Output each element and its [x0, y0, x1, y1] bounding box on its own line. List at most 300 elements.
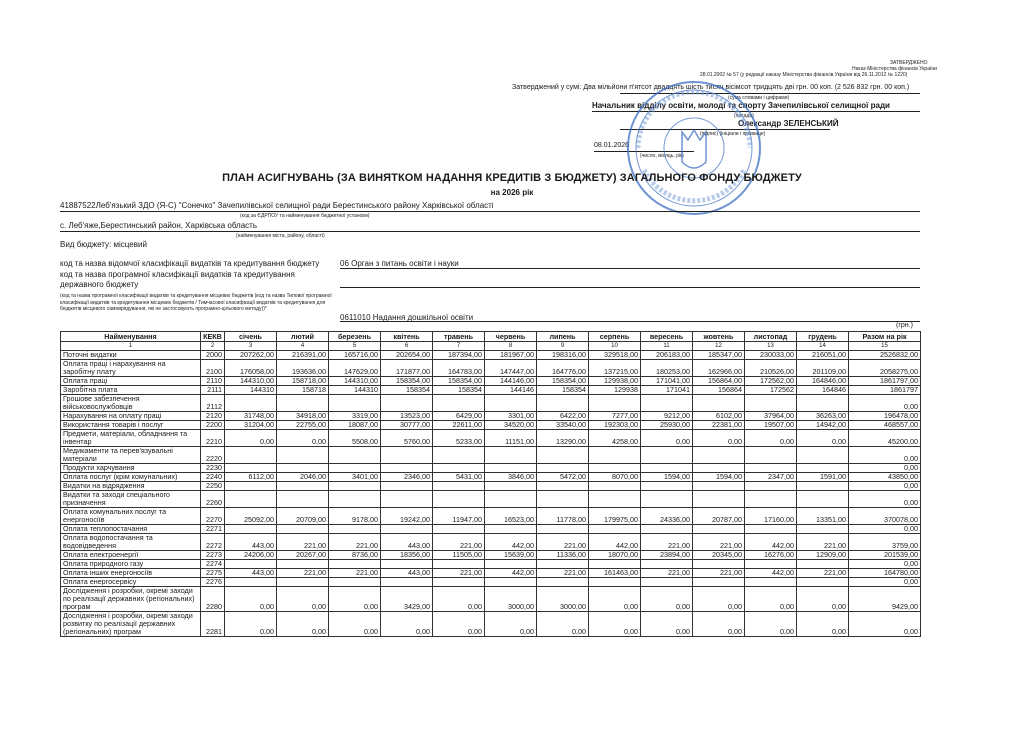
amount-cell: 0,00	[797, 430, 849, 447]
amount-cell: 4258,00	[589, 430, 641, 447]
amount-cell: 180253,00	[641, 360, 693, 377]
table-row	[61, 360, 921, 377]
amount-cell	[485, 482, 537, 491]
amount-cell: 443,00	[381, 569, 433, 578]
column-header: листопад	[745, 332, 797, 342]
amount-cell: 158354,00	[537, 377, 589, 386]
amount-cell: 442,00	[485, 534, 537, 551]
amount-cell	[797, 525, 849, 534]
column-header: квітень	[381, 332, 433, 342]
amount-cell: 221,00	[537, 569, 589, 578]
amount-cell: 5508,00	[329, 430, 381, 447]
row-name: Оплата теплопостачання	[61, 525, 201, 534]
amount-cell: 201539,00	[849, 551, 921, 560]
amount-cell: 0,00	[485, 612, 537, 637]
amount-cell: 23894,00	[641, 551, 693, 560]
table-row	[61, 587, 921, 612]
amount-cell: 216051,00	[797, 351, 849, 360]
amount-cell: 187394,00	[433, 351, 485, 360]
amount-cell: 9429,00	[849, 587, 921, 612]
amount-cell: 0,00	[693, 612, 745, 637]
amount-cell	[693, 482, 745, 491]
amount-cell	[225, 578, 277, 587]
amount-cell	[589, 447, 641, 464]
dept-classification-value: 06 Орган з питань освіти і науки	[340, 259, 459, 268]
row-name: Оплата енергосервісу	[61, 578, 201, 587]
amount-cell: 3301,00	[485, 412, 537, 421]
amount-cell: 7277,00	[589, 412, 641, 421]
amount-cell: 201109,00	[797, 360, 849, 377]
row-name: Оплата комунальних послуг та енергоносіїв	[61, 508, 201, 525]
amount-cell: 172562,00	[745, 377, 797, 386]
kekv-code: 2200	[201, 421, 225, 430]
row-name: Використання товарів і послуг	[61, 421, 201, 430]
amount-cell	[641, 447, 693, 464]
amount-cell: 156864	[693, 386, 745, 395]
amount-cell: 6422,00	[537, 412, 589, 421]
amount-cell: 20345,00	[693, 551, 745, 560]
table-row	[61, 386, 921, 395]
amount-cell: 442,00	[485, 569, 537, 578]
amount-cell: 137215,00	[589, 360, 641, 377]
amount-cell: 45200,00	[849, 430, 921, 447]
amount-cell: 6112,00	[225, 473, 277, 482]
amount-cell: 6102,00	[693, 412, 745, 421]
amount-cell	[693, 395, 745, 412]
row-name: Оплата електроенергії	[61, 551, 201, 560]
amount-cell: 3846,00	[485, 473, 537, 482]
amount-cell: 221,00	[797, 534, 849, 551]
row-name: Оплата природного газу	[61, 560, 201, 569]
dept-classification-label: код та назва відомчої класифікації видатків та кредитування бюджету	[60, 259, 320, 268]
amount-cell: 0,00	[225, 430, 277, 447]
amount-cell: 158718	[277, 386, 329, 395]
amount-cell: 6429,00	[433, 412, 485, 421]
amount-cell	[537, 525, 589, 534]
amount-cell: 230033,00	[745, 351, 797, 360]
local-classification-value: 0611010 Надання дошкільної освіти	[340, 313, 474, 322]
row-name: Видатки та заходи спеціального призначення	[61, 491, 201, 508]
amount-cell: 31204,00	[225, 421, 277, 430]
amount-cell: 0,00	[641, 587, 693, 612]
amount-cell: 13290,00	[537, 430, 589, 447]
table-row	[61, 569, 921, 578]
amount-cell	[797, 464, 849, 473]
institution-caption: (код за ЄДРПОУ та найменування бюджетної установи)	[240, 213, 370, 219]
amount-cell: 1594,00	[693, 473, 745, 482]
amount-cell	[485, 447, 537, 464]
amount-cell	[589, 482, 641, 491]
appropriations-table	[60, 331, 921, 637]
column-header: лютий	[277, 332, 329, 342]
amount-cell: 0,00	[537, 612, 589, 637]
amount-cell: 144310,00	[329, 377, 381, 386]
row-name: Медикаменти та перев'язувальні матеріали	[61, 447, 201, 464]
amount-cell: 43850,00	[849, 473, 921, 482]
kekv-code: 2111	[201, 386, 225, 395]
column-index: 4	[277, 342, 329, 351]
amount-cell: 22381,00	[693, 421, 745, 430]
row-name: Видатки на відрядження	[61, 482, 201, 491]
row-name: Поточні видатки	[61, 351, 201, 360]
amount-cell: 36263,00	[797, 412, 849, 421]
amount-cell: 0,00	[277, 612, 329, 637]
amount-cell: 221,00	[693, 534, 745, 551]
amount-cell: 179975,00	[589, 508, 641, 525]
amount-cell: 129938,00	[589, 377, 641, 386]
amount-cell	[693, 447, 745, 464]
amount-cell: 0,00	[433, 587, 485, 612]
amount-cell: 34918,00	[277, 412, 329, 421]
round-seal-stamp	[624, 78, 764, 218]
table-row	[61, 430, 921, 447]
amount-cell: 0,00	[693, 587, 745, 612]
approved-word: ЗАТВЕРДЖЕНО	[890, 60, 928, 66]
amount-cell: 144310	[329, 386, 381, 395]
amount-cell: 3000,00	[485, 587, 537, 612]
amount-cell	[745, 482, 797, 491]
amount-cell: 221,00	[693, 569, 745, 578]
amount-cell	[537, 395, 589, 412]
table-row	[61, 612, 921, 637]
amount-cell	[329, 482, 381, 491]
amount-cell	[693, 560, 745, 569]
column-header: вересень	[641, 332, 693, 342]
document-title: ПЛАН АСИГНУВАНЬ (ЗА ВИНЯТКОМ НАДАННЯ КРЕДИТІВ З БЮДЖЕТУ) ЗАГАЛЬНОГО ФОНДУ БЮДЖЕТУ	[222, 172, 802, 184]
amount-cell	[381, 560, 433, 569]
amount-cell: 221,00	[329, 569, 381, 578]
amount-cell: 221,00	[277, 569, 329, 578]
table-index-row	[61, 342, 921, 351]
amount-cell	[381, 447, 433, 464]
amount-cell: 2347,00	[745, 473, 797, 482]
amount-cell	[641, 491, 693, 508]
column-header: березень	[329, 332, 381, 342]
amount-cell: 164846,00	[797, 377, 849, 386]
amount-cell	[537, 482, 589, 491]
column-index: 13	[745, 342, 797, 351]
amount-cell: 30777,00	[381, 421, 433, 430]
row-name: Продукти харчування	[61, 464, 201, 473]
amount-cell: 171041	[641, 386, 693, 395]
table-row	[61, 578, 921, 587]
amount-cell	[641, 482, 693, 491]
amount-cell: 176058,00	[225, 360, 277, 377]
amount-cell: 158354	[381, 386, 433, 395]
amount-cell: 206183,00	[641, 351, 693, 360]
amount-cell: 33540,00	[537, 421, 589, 430]
order-reference: 28.01.2002 № 57 (у редакції наказу Міністерства фінансів України від 26.11.2012 № 1220)	[700, 72, 908, 78]
amount-cell: 193636,00	[277, 360, 329, 377]
amount-cell: 22755,00	[277, 421, 329, 430]
amount-cell: 0,00	[277, 430, 329, 447]
unit-label: (грн.)	[896, 322, 913, 329]
amount-cell: 443,00	[381, 534, 433, 551]
amount-cell: 13351,00	[797, 508, 849, 525]
amount-cell: 329518,00	[589, 351, 641, 360]
amount-cell: 0,00	[329, 587, 381, 612]
amount-cell: 1861797,00	[849, 377, 921, 386]
kekv-code: 2250	[201, 482, 225, 491]
row-name: Оплата праці і нарахування на заробітну плату	[61, 360, 201, 377]
kekv-code: 2120	[201, 412, 225, 421]
amount-cell	[329, 395, 381, 412]
amount-cell	[745, 491, 797, 508]
column-header: травень	[433, 332, 485, 342]
amount-cell	[745, 560, 797, 569]
row-name: Дослідження і розробки, окремі заходи розвитку по реалізації державних (регіональних) програм	[61, 612, 201, 637]
amount-cell: 192303,00	[589, 421, 641, 430]
amount-cell	[381, 491, 433, 508]
amount-cell	[745, 395, 797, 412]
column-header: червень	[485, 332, 537, 342]
amount-cell	[745, 578, 797, 587]
amount-cell: 129938	[589, 386, 641, 395]
amount-cell: 5760,00	[381, 430, 433, 447]
column-header: грудень	[797, 332, 849, 342]
amount-cell	[433, 578, 485, 587]
column-header: липень	[537, 332, 589, 342]
amount-cell: 0,00	[225, 612, 277, 637]
amount-cell: 11778,00	[537, 508, 589, 525]
amount-cell	[485, 578, 537, 587]
amount-cell: 370078,00	[849, 508, 921, 525]
amount-cell: 0,00	[797, 612, 849, 637]
amount-cell: 11151,00	[485, 430, 537, 447]
amount-cell: 221,00	[329, 534, 381, 551]
amount-cell: 13523,00	[381, 412, 433, 421]
amount-cell: 9212,00	[641, 412, 693, 421]
row-name: Оплата інших енергоносіїв	[61, 569, 201, 578]
amount-cell: 210526,00	[745, 360, 797, 377]
amount-cell: 8736,00	[329, 551, 381, 560]
approval-date: 08.01.2026	[594, 142, 630, 149]
kekv-code: 2271	[201, 525, 225, 534]
amount-cell: 16523,00	[485, 508, 537, 525]
amount-cell: 2046,00	[277, 473, 329, 482]
kekv-code: 2273	[201, 551, 225, 560]
amount-cell: 221,00	[641, 534, 693, 551]
amount-cell	[225, 464, 277, 473]
amount-cell	[797, 560, 849, 569]
amount-cell: 185347,00	[693, 351, 745, 360]
amount-cell: 2346,00	[381, 473, 433, 482]
amount-cell: 0,00	[641, 430, 693, 447]
kekv-code: 2281	[201, 612, 225, 637]
row-name: Предмети, матеріали, обладнання та інвентар	[61, 430, 201, 447]
table-row	[61, 412, 921, 421]
amount-cell: 442,00	[745, 569, 797, 578]
amount-cell: 158354	[433, 386, 485, 395]
program-classification-label: код та назва програмної класифікації видатків та кредитування державного бюджету	[60, 270, 295, 289]
table-row	[61, 560, 921, 569]
amount-cell: 15639,00	[485, 551, 537, 560]
column-header: серпень	[589, 332, 641, 342]
kekv-code: 2210	[201, 430, 225, 447]
amount-cell: 144310,00	[225, 377, 277, 386]
table-row	[61, 447, 921, 464]
amount-cell: 442,00	[745, 534, 797, 551]
amount-cell	[537, 491, 589, 508]
kekv-code: 2230	[201, 464, 225, 473]
amount-cell	[433, 482, 485, 491]
kekv-code: 2275	[201, 569, 225, 578]
amount-cell	[485, 525, 537, 534]
amount-cell: 25092,00	[225, 508, 277, 525]
amount-cell: 3401,00	[329, 473, 381, 482]
amount-cell: 34520,00	[485, 421, 537, 430]
amount-cell	[641, 464, 693, 473]
amount-cell	[433, 464, 485, 473]
amount-cell	[537, 560, 589, 569]
amount-cell: 18356,00	[381, 551, 433, 560]
amount-cell: 20787,00	[693, 508, 745, 525]
locality: с. Леб'яже,Берестинський район, Харківська область	[60, 221, 257, 230]
amount-cell: 19242,00	[381, 508, 433, 525]
amount-cell	[381, 464, 433, 473]
date-caption: (число, місяць, рік)	[640, 153, 684, 159]
amount-cell	[641, 560, 693, 569]
column-header: КЕКВ	[201, 332, 225, 342]
amount-cell: 164783,00	[433, 360, 485, 377]
amount-cell	[225, 447, 277, 464]
table-row	[61, 525, 921, 534]
row-name: Заробітна плата	[61, 386, 201, 395]
amount-cell: 2058275,00	[849, 360, 921, 377]
amount-cell	[225, 491, 277, 508]
amount-cell	[277, 447, 329, 464]
amount-cell	[329, 464, 381, 473]
column-header: січень	[225, 332, 277, 342]
amount-cell	[329, 447, 381, 464]
local-classification-label: (код та назва програмної класифікації видатків та кредитування місцевих бюджетів (код та назва Типової програмної класифікації видатків та кредитування місцевих бюджетів / Тимчасової класифікації видатків та кредитування для бюджетів місцевого самоврядування, які не застосовують програмно-цільового методу))*	[60, 293, 332, 312]
amount-cell: 12909,00	[797, 551, 849, 560]
amount-cell: 161463,00	[589, 569, 641, 578]
amount-cell	[277, 578, 329, 587]
table-row	[61, 377, 921, 386]
table-row	[61, 551, 921, 560]
table-row	[61, 351, 921, 360]
amount-cell: 158354,00	[433, 377, 485, 386]
amount-cell	[693, 491, 745, 508]
amount-cell	[277, 464, 329, 473]
amount-cell	[277, 482, 329, 491]
amount-cell	[433, 525, 485, 534]
amount-cell	[433, 447, 485, 464]
amount-cell: 442,00	[589, 534, 641, 551]
amount-cell: 3000,00	[537, 587, 589, 612]
amount-cell: 11947,00	[433, 508, 485, 525]
amount-cell: 181967,00	[485, 351, 537, 360]
amount-cell	[797, 578, 849, 587]
amount-cell: 221,00	[537, 534, 589, 551]
amount-cell: 2526832,00	[849, 351, 921, 360]
amount-cell: 1861797	[849, 386, 921, 395]
amount-cell: 8070,00	[589, 473, 641, 482]
amount-cell: 18087,00	[329, 421, 381, 430]
table-row	[61, 482, 921, 491]
amount-cell: 3759,00	[849, 534, 921, 551]
amount-cell	[537, 464, 589, 473]
column-index: 15	[849, 342, 921, 351]
amount-cell	[537, 447, 589, 464]
column-index: 2	[201, 342, 225, 351]
amount-cell: 25930,00	[641, 421, 693, 430]
kekv-code: 2274	[201, 560, 225, 569]
row-name: Нарахування на оплату праці	[61, 412, 201, 421]
name-caption: (підпис) (ініціали і прізвище)	[700, 131, 766, 137]
row-name: Дослідження і розробки, окремі заходи по реалізації державних (регіональних) програм	[61, 587, 201, 612]
amount-cell: 20709,00	[277, 508, 329, 525]
amount-cell: 14942,00	[797, 421, 849, 430]
amount-cell: 0,00	[641, 612, 693, 637]
position-caption: (посада)	[734, 113, 754, 119]
amount-cell	[589, 491, 641, 508]
amount-cell	[745, 447, 797, 464]
amount-cell: 156864,00	[693, 377, 745, 386]
amount-cell: 1594,00	[641, 473, 693, 482]
amount-cell	[641, 578, 693, 587]
amount-cell: 0,00	[329, 612, 381, 637]
amount-cell	[485, 395, 537, 412]
amount-cell	[693, 525, 745, 534]
table-row	[61, 508, 921, 525]
amount-cell: 221,00	[433, 534, 485, 551]
amount-cell	[485, 491, 537, 508]
column-index: 14	[797, 342, 849, 351]
amount-cell: 5233,00	[433, 430, 485, 447]
amount-cell: 17160,00	[745, 508, 797, 525]
amount-cell: 0,00	[797, 587, 849, 612]
column-index: 3	[225, 342, 277, 351]
table-row	[61, 421, 921, 430]
amount-cell: 196478,00	[849, 412, 921, 421]
kekv-code: 2110	[201, 377, 225, 386]
table-row	[61, 464, 921, 473]
amount-cell: 0,00	[849, 578, 921, 587]
amount-cell	[381, 395, 433, 412]
amount-cell: 0,00	[589, 612, 641, 637]
column-index: 1	[61, 342, 201, 351]
kekv-code: 2276	[201, 578, 225, 587]
budget-type: Вид бюджету: місцевий	[60, 240, 147, 249]
column-index: 6	[381, 342, 433, 351]
amount-cell	[277, 491, 329, 508]
amount-cell	[641, 525, 693, 534]
kekv-code: 2220	[201, 447, 225, 464]
amount-cell: 198316,00	[537, 351, 589, 360]
amount-cell	[797, 395, 849, 412]
amount-cell: 0,00	[433, 612, 485, 637]
amount-cell: 147629,00	[329, 360, 381, 377]
kekv-code: 2272	[201, 534, 225, 551]
amount-cell	[797, 491, 849, 508]
amount-cell: 443,00	[225, 534, 277, 551]
kekv-code: 2100	[201, 360, 225, 377]
table-row	[61, 473, 921, 482]
amount-cell: 0,00	[693, 430, 745, 447]
amount-cell	[589, 578, 641, 587]
column-header: Найменування	[61, 332, 201, 342]
amount-cell	[485, 464, 537, 473]
kekv-code: 2240	[201, 473, 225, 482]
amount-cell	[641, 395, 693, 412]
column-index: 5	[329, 342, 381, 351]
row-name: Грошове забезпечення військовослужбовців	[61, 395, 201, 412]
column-index: 9	[537, 342, 589, 351]
institution-name: 41887522Леб'язький ЗДО (Я-С) "Сонечко" Зачепилівської селищної ради Берестинського району Харківської області	[60, 201, 494, 210]
amount-cell: 0,00	[589, 587, 641, 612]
